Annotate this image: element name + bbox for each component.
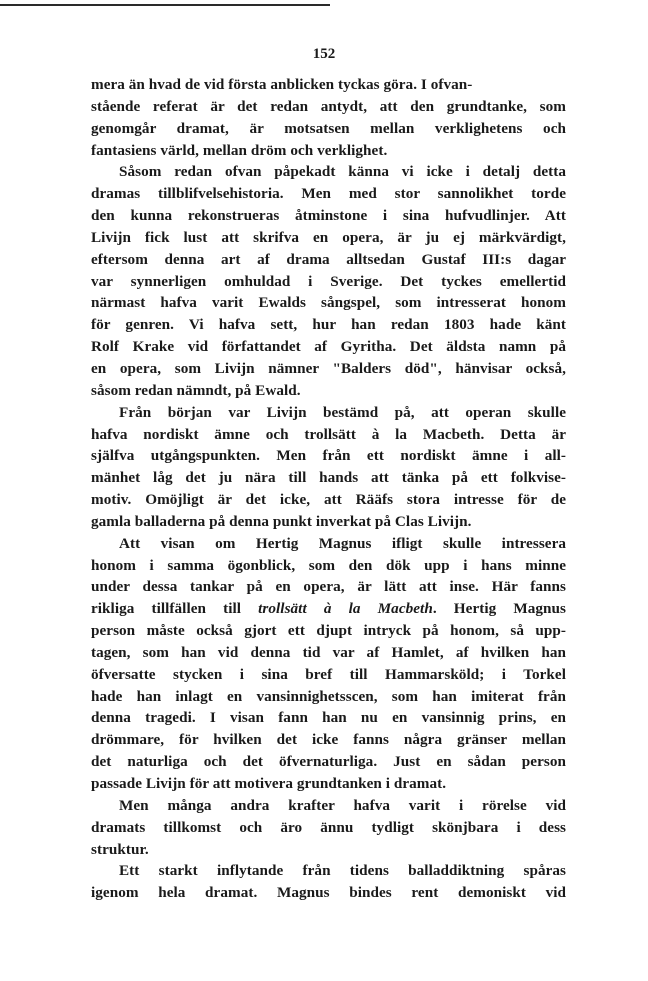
text-line-19: mänhet låg det ju nära till hands att tänka på ett folkvise- — [91, 469, 566, 487]
text-line-04: fantasiens värld, mellan dröm och verklighet. — [91, 141, 388, 159]
text-line-10: var synnerligen omhuldad i Sverige. Det tyckes emellertid — [91, 272, 566, 290]
text-line-11: närmast hafva varit Ewalds sångspel, som intresserat honom — [91, 294, 566, 312]
text-line-27: tagen, som han vid denna tid var af Hamlet, af hvilken han — [91, 643, 566, 661]
text-line-38: igenom hela dramat. Magnus bindes rent demoniskt vid — [91, 884, 566, 902]
text-line-22: Att visan om Hertig Magnus ifligt skulle intressera — [119, 534, 566, 552]
text-line-26: person måste också gjort ett djupt intryck på honom, så upp- — [91, 622, 566, 640]
text-line-15: såsom redan nämndt, på Ewald. — [91, 381, 301, 399]
text-line-06: dramas tillblifvelsehistoria. Men med stor sannolikhet torde — [91, 185, 566, 203]
text-line-28: öfversatte stycken i sina bref till Hammarsköld; i Torkel — [91, 665, 566, 683]
italic-phrase: trollsätt à la Macbeth — [258, 600, 433, 618]
text-line-32: det naturliga och det öfvernaturliga. Just en sådan person — [91, 753, 566, 771]
text-line-21: gamla balladerna på denna punkt inverkat på Clas Livijn. — [91, 512, 472, 530]
text-line-13: Rolf Krake vid författandet af Gyritha. Det äldsta namn på — [91, 338, 566, 356]
text-line-14: en opera, som Livijn nämner "Balders död", hänvisar också, — [91, 359, 566, 377]
text-line-36: struktur. — [91, 840, 149, 858]
text-line-25-before: rikliga tillfällen till — [91, 600, 259, 618]
text-line-16: Från början var Livijn bestämd på, att operan skulle — [119, 403, 566, 421]
text-line-23: honom i samma ögonblick, som den dök upp i hans minne — [91, 556, 566, 574]
top-rule — [0, 4, 330, 6]
text-line-25-after: . Hertig Magnus — [432, 600, 567, 618]
text-line-31: drömmare, för hvilken det icke fanns några gränser mellan — [91, 731, 566, 749]
text-line-01: mera än hvad de vid första anblicken tyckas göra. I ofvan- — [91, 76, 473, 93]
text-line-34: Men många andra krafter hafva varit i rörelse vid — [119, 796, 566, 814]
text-line-17: hafva nordiskt ämne och trollsätt à la Macbeth. Detta är — [91, 425, 566, 443]
text-line-20: motiv. Omöjligt är det icke, att Rääfs stora intresse för de — [91, 491, 566, 509]
text-line-03: genomgår dramat, är motsatsen mellan verklighetens och — [91, 119, 566, 137]
text-line-08: Livijn fick lust att skrifva en opera, är ju ej märkvärdigt, — [91, 228, 566, 246]
text-line-24: under dessa tankar på en opera, är lätt att inse. Här fanns — [91, 578, 566, 596]
text-line-29: hade han inlagt en vansinnighetsscen, som han imiterat från — [91, 687, 566, 705]
text-line-07: den kunna rekonstrueras åtminstone i sina hufvudlinjer. Att — [91, 207, 566, 225]
text-line-35: dramats tillkomst och äro ännu tydligt skönjbara i dess — [91, 818, 566, 836]
text-line-05: Såsom redan ofvan påpekadt känna vi icke i detalj detta — [119, 163, 566, 181]
text-line-25 — [91, 598, 566, 620]
text-line-12: för genren. Vi hafva sett, hur han redan 1803 hade känt — [91, 316, 566, 334]
text-line-09: eftersom denna art af drama alltsedan Gustaf III:s dagar — [91, 250, 566, 268]
text-line-30: denna tragedi. I visan fann han nu en vansinnig prins, en — [91, 709, 566, 727]
page-number: 152 — [312, 46, 336, 62]
body-text — [91, 74, 566, 904]
text-line-37: Ett starkt inflytande från tidens balladdiktning spåras — [119, 862, 566, 880]
text-line-33: passade Livijn för att motivera grundtanken i dramat. — [91, 775, 447, 792]
text-line-02: stående referat är det redan antydt, att den grundtanke, som — [91, 97, 566, 115]
text-line-18: själfva utgångspunkten. Men från ett nordiskt ämne i all- — [91, 447, 566, 465]
